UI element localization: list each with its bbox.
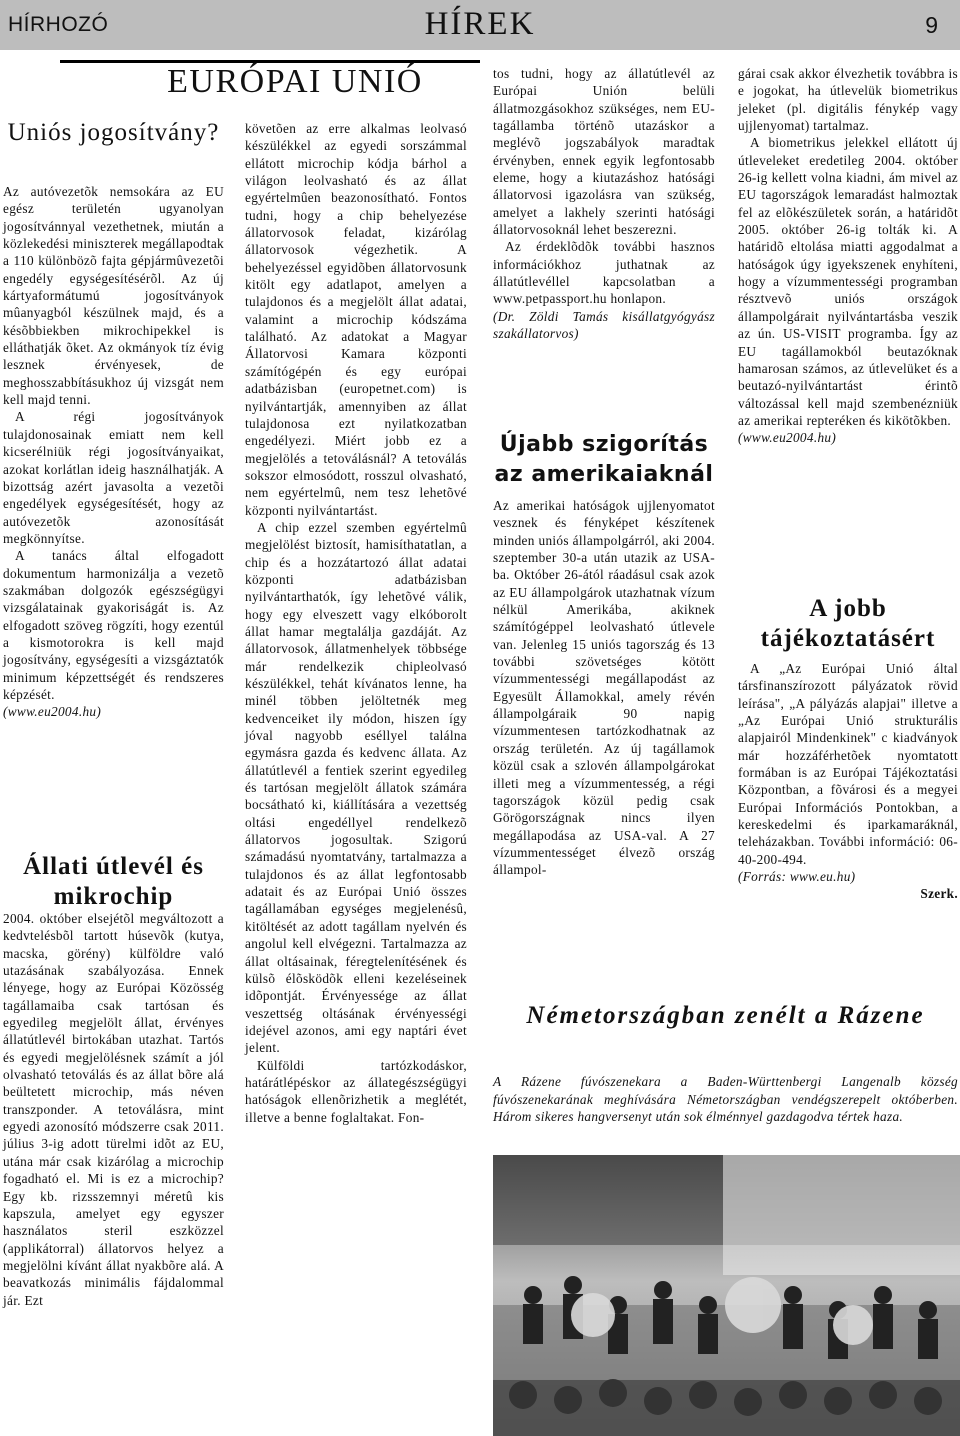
column-2 [245,120,467,1126]
article4-signature: Szerk. [920,886,958,902]
article1-paragraph: A tanács által elfogadott dokumentum harmonizálja a vezetõ szakmában dolgozók egészségügyi vizsgálatainak gyakoriságát is. Az elfogadott szöveg rögzíti, hogy ezentúl a kismotorokra is kell majd jogosítvány, egységesíti a vizsgáztatók minimum képzettségét és rendszeres képzését. [3,548,224,702]
column-3 [493,65,715,343]
article2-source: (Dr. Zöldi Tamás kisállatgyógyász szakállatorvos) [493,308,715,342]
article3-source: (www.eu2004.hu) [738,430,837,446]
article1-source: (www.eu2004.hu) [3,704,102,720]
photo-illustration [493,1155,960,1436]
page-header [0,0,960,50]
article3-paragraph: A biometrikus jelekkel ellátott új útleveleket eredetileg 2004. október 26-ig kellett volna kiadni, ám mivel az EU tagországok lemaradást halmoztak fel az elõkészületek során, a határidõt 2005. október 26-ig tolták ki. A határidõ eltolása miatti aggodalmat a hatóságok úgy igyekszenek enyhíteni, hogy a vízummentességi programban résztvevõ uniós országok állampolgárait nyilvántartásba veszik az ún. US-VISIT programba. Így az EU tagállamokból beutazóknak hamarosan számos, az útlevelüket és a beutazó-nyilvántartást érintõ változással kell majd szembenézniük az amerikai repteréken és kikötõkben. [738,135,958,428]
publication-name: HÍRHOZÓ [8,13,109,36]
concert-photo [493,1155,960,1436]
article3-paragraph: Az amerikai hatóságok ujjlenyomatot vesznek és fényképet készítenek minden uniós állampolgárról, aki 2004. szeptember 30-a után utazik az USA-ba. Október 26-ától ráadásul csak azok az EU állampolgárok utazhatnak vízum nélkül Amerikába, akiknek számítógéppel leolvasható útlevele van. Jelenleg 15 uniós tagország és 13 további szövetséges kötött vízummentességi megállapodást az Egyesült Államokkal, amely révén állampolgáraik 90 napig vízummentesen tartózkodhatnak az ország területén. Az új tagállamok közül csak a szlovén állampolgárokat illeti meg a vízummentesség, a régi tagországok közül pedig csak Görögországnak nincs ilyen megállapodása az USA-val. A 27 vízummentességet élvezõ ország állampol- [493,498,715,878]
column-4-lower [738,660,958,903]
article4-title: A jobb tájékoztatásért [760,595,936,652]
article2-paragraph: követõen az erre alkalmas leolvasó készülékkel az egyedi sorszámmal ellátott microchip kódja bárhol a világon leolvasható és az állat egyértelmûen beazonosítható. Fontos tudni, hogy a chip behelyezése állatorvosok feladat, kizárólag állatorvosok végezhetik. A behelyezéssel egyidõben állatorvosunk kitölt egy adatlapot, amelyen a tulajdonos és a megjelölt állat adatai, valamint a microchip kódszáma található. Az adatokat a Magyar Állatorvosi Kamara központi számítógépén és egy európai adatbázisban (europetnet.com) is nyilvántartják, amennyiben az állat tulajdonosa ezt nyilatkozatban engedélyezi. Miért jobb ez a megjelölés a tetoválásnál? A tetoválás sokszor elmosódott, rosszul olvasható, nem egyértelmû, nem tesz lehetõvé központi nyilvántartást. [245,121,467,518]
article2-paragraph: A chip ezzel szemben egyértelmû megjelölést biztosít, hamisíthatatlan, a chip és a hozzátartozó állat adatai központi adatbázisban nyilvántarthatók, így lehetõvé válik, hogy egy elveszett vagy elkóborolt állat hamar megtalálja gazdáját. Az állatorvosok, állatmenhelyek többsége már rendelkezik chipleolvasó készülékkel, tehát kívánatos lenne, ha minél többen jelöltetnék meg kedvenceiket ily módon, hiszen így jóval nagyobb eséllyel találna egymásra gazda és kedvenc állata. Az állatútlevél a fentiek szerint egyedileg és tartósan megjelölt állatok számára bocsátható ki, kiállítására a vezettség oltási engedéllyel rendelkezõ állatorvos jogosultak. Szigorú számadású nyomtatvány, tartalmazza a tulajdonos és az állat legfontosabb adatait és az Európai Unió összes tagállamában egységes megjelenésû, kitöltését az adott tagállam nyelvén és angolul kell elvégezni. Tartalmazza az állat oltásainak, féregtelenítésének és külsõ élõsködõk elleni kezeléseinek idõpontját. Érvényessége az állat veszettség oltásának érvényességi idejével azonos, ami egy naptári évet jelent. [245,519,467,1056]
article4-paragraph: A „Az Európai Unió által társfinanszírozott pályázatok rövid leírása", „A pályázás alapjai" illetve a „Az Európai Unió strukturális alapjairól Mindenkinek" c kiadványok már hozzáférhetõek nyomtatott formában is az Európai Tájékoztatási Központban, a fõvárosi és a megyei Európai Információs Pontokban, a kereskedelmi és iparkamaráknál, teleházakban. További információ: 06-40-200-494. [738,661,958,867]
section-title-bar [60,60,480,111]
article5-title: Németországban zenélt a Rázene [526,1002,925,1029]
article2-paragraph: tos tudni, hogy az állatútlevél az Európai Unión belüli állatmozgásokhoz szükséges, nem EU-tagállamba történõ utazáskor a meglévõ jogszabályok maradtak érvényben, ennek egyik legfontosabb eleme, hogy a kiutazáshoz hatósági állatorvosi igazolásra van szükség, amelyet a lakhely szerinti hatósági állatorvosoknál lehet beszerezni. [493,66,715,238]
article2-paragraph: Az érdeklõdõk további hasznos információkhoz juthatnak az állatútlevéllel kapcsolatban a www.petpassport.hu honlapon. [493,239,715,307]
article2-paragraph: Külföldi tartózkodáskor, határátlépéskor az állategészségügyi hatóságok ellenõrizhetik a meglétét, illetve a benne foglaltakat. Fon- [245,1057,467,1125]
column-3-lower [493,497,715,879]
article2-paragraph: 2004. október elsejétõl megváltozott a kedvtelésbõl tartott húsevõk (kutya, macska, görény) külföldre való utazásának szabályozása. Ennek lényege, hogy az Európai Közösség tagállamaiba csak tartósan és egyedileg megjelölt állat, érvényes állatútlevél birtokában utazhat. Tartós és egyedi megjelölésnek számít a jól olvasható tetoválás és az állat bõre alá beültetett microchip, más néven transzponder. A tetoválásra, mint egyedi azonosító módszerre csak 2011. július 3-ig adott türelmi idõt az EU, utána már csak kizárólag a microchip fogadható el. Mi is ez a microchip? Egy kb. rizsszemnyi méretû kis kapszula, amelyet egy egyszer használatos steril eszközzel (applikátorral) állatorvos helyez a megjelölni kívánt állat nyakbõre alá. A beavatkozás minimális fájdalommal jár. Ezt [3,911,224,1308]
article1-title: Uniós jogosítvány? [7,119,220,146]
section-title: EURÓPAI UNIÓ [167,63,423,100]
article1-paragraph: Az autóvezetõk nemsokára az EU egész területén ugyanolyan jogosítvánnyal vezethetnek, miután a közlekedési miniszterek megállapodtak a 110 különbözõ fajta gépjármûvezetõi engedély egységesítésérõl. Az új kártyaformátumú jogosítványok mûanyagból készülnek majd, és a késõbbiekben mikrochipekkel is elláthatják õket. Az okmányok tíz évig lesznek érvényesek, de meghosszabbításukhoz új vizsgát nem kell majd tenni. [3,184,224,408]
article2-title: Állati útlevél és mikrochip [23,853,204,910]
article5-lead: A Rázene fúvószenekara a Baden-Württenbergi Langenalb község fúvószenekarának meghívására Németországban vendégszerepelt októberben. Három sikeres hangversenyt után sok élménnyel gazdagodva tértek haza. [493,1074,958,1124]
article3-title: Újabb szigorítás az amerikaiaknál [494,432,714,487]
page-number: 9 [925,12,938,38]
section-header: HÍREK [424,6,536,42]
column-1 [3,183,224,721]
column-1-lower [3,910,224,1309]
article3-paragraph: gárai csak akkor élvezhetik továbbra is e jogokat, ha útlevelük biometrikus jeleket (pl. digitális fénykép vagy ujjlenyomat) tartalmaz. [738,66,958,134]
article1-paragraph: A régi jogosítványok tulajdonosainak emiatt nem kell kicserélniük régi jogosítványaikat, azokat korlátlan ideig használhatják. A bizottság azért javasolta a vezetõi engedélyek egységesítését, hogy az autóvezetõk azonosítását megkönnyítse. [3,409,224,546]
article4-source: (Forrás: www.eu.hu) [738,869,856,885]
column-4 [738,65,958,447]
